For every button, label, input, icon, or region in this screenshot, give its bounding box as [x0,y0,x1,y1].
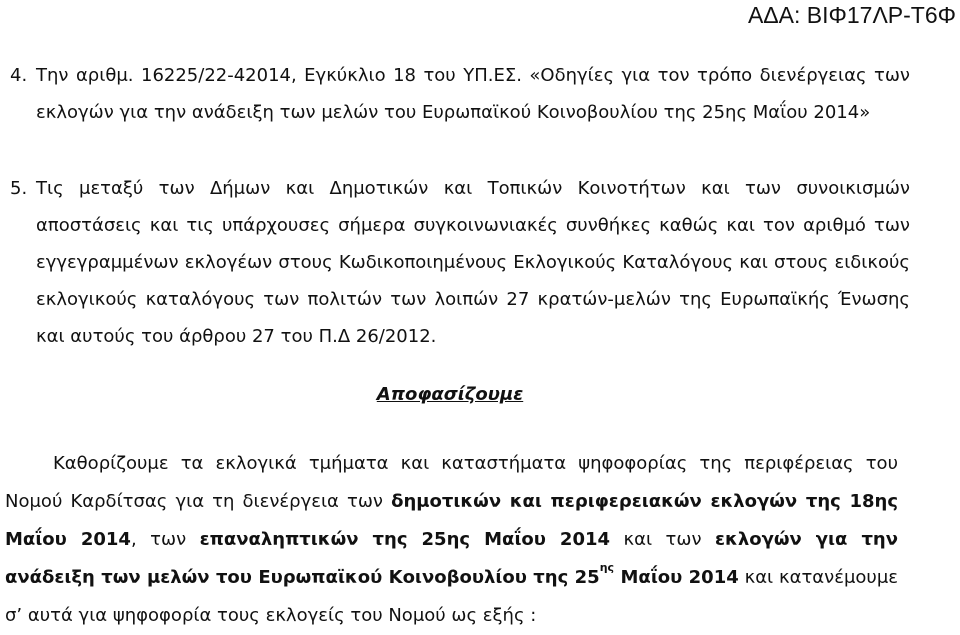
superscript: ης [599,561,615,574]
decision-paragraph [5,445,898,635]
list-item [10,170,910,355]
decision-heading: Αποφασίζουμε [376,384,524,405]
paragraph-bold-text: Μαΐου 2014 [614,567,739,588]
paragraph-bold-text: εκλογών για την ανάδειξη των μελών του Ευρωπαϊκού Κοινοβουλίου της 25 [5,529,899,588]
paragraph-text: Καθορίζουμε τα εκλογικά τμήματα και καταστήματα ψηφοφορίας της περιφέρειας του Νομού Καρδίτσας για τη διενέργεια των [5,453,898,512]
item-text: Τις μεταξύ των Δήμων και Δημοτικών και Τοπικών Κοινοτήτων και των συνοικισμών αποστάσεις και τις υπάρχουσες σήμερα συγκοινωνιακές συνθήκες καθώς και τον αριθμό των εγγεγραμμένων εκλογέων στους Κωδικοποιημένους Εκλογικούς Καταλόγους και στους ειδικούς εκλογικούς καταλόγους των πολιτών των λοιπών 27 κρατών-μελών της Ευρωπαϊκής Ένωσης και αυτούς του άρθρου 27 του Π.Δ 26/2012. [36,178,910,347]
paragraph-text: και των [610,529,716,550]
paragraph-text: και κατανέμουμε σ’ αυτά για ψηφοφορία τους εκλογείς του Νομού ως εξής : [5,567,899,626]
paragraph-text: , των [130,529,200,550]
item-text: Την αριθμ. 16225/22-42014, Εγκύκλιο 18 του ΥΠ.ΕΣ. «Οδηγίες για τον τρόπο διενέργειας των εκλογών για την ανάδειξη των μελών του Ευρωπαϊκού Κοινοβουλίου της 25ης Μαΐου 2014» [36,65,910,123]
item-number: 4. [10,65,28,86]
item-number: 5. [10,178,28,199]
paragraph-bold-text: επαναληπτικών της 25ης Μαΐου 2014 [199,529,611,550]
paragraph-bold-text: δημοτικών και περιφερειακών εκλογών της 18ης Μαΐου 2014 [5,491,898,550]
ada-code: ΑΔΑ: ΒΙΦ17ΛΡ-Τ6Φ [747,2,956,28]
list-item [10,57,910,131]
